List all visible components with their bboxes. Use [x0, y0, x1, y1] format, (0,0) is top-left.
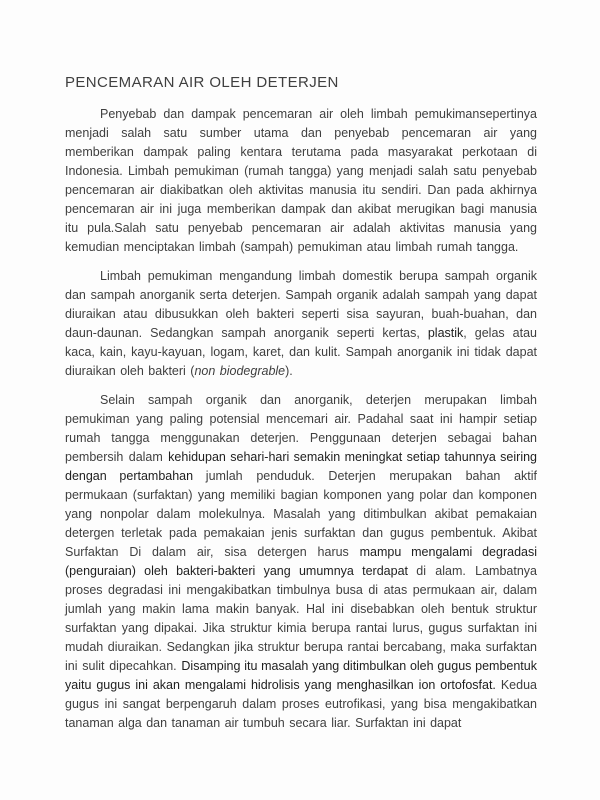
text-run: mampu mengalami degradasi (penguraian) oleh bakteri-bakteri yang umumnya terdapat: [65, 545, 538, 578]
text-run: Penyebab dan dampak pencemaran air oleh limbah pemukimansepertinya menjadi salah satu sumber utama dan penyebab pencemaran air yang memberikan dampak paling kentara terutama pada masyarakat perkotaan di Indonesia. Limbah pemukiman (rumah tangga) yang menjadi salah satu penyebab pencemaran air diakibatkan oleh aktivitas manusia itu sendiri. Dan pada akhirnya pencemaran air ini juga memberikan dampak dan akibat merugikan bagi manusia itu pula.Salah satu penyebab pencemaran air adalah aktivitas manusia yang kemudian menciptakan limbah (sampah) pemukiman atau limbah rumah tangga.: [65, 107, 537, 254]
paragraph: [65, 391, 537, 733]
text-run: Kedua gugus ini sangat berpengaruh dalam proses eutrofikasi, yang bisa mengakibatkan tanaman alga dan tanaman air tumbuh secara liar. Surfaktan ini dapat: [65, 678, 537, 730]
text-run: di alam. Lambatnya proses degradasi ini mengakibatkan timbulnya busa di atas permukaan air, dalam jumlah yang makin lama makin banyak. Hal ini disebabkan oleh bentuk struktur surfaktan yang dipakai. Jika struktur kimia berupa rantai lurus, gugus surfaktan ini mudah diuraikan. Sedangkan jika struktur berupa rantai bercabang, maka surfaktan ini sulit dipecahkan.: [65, 564, 537, 673]
paragraph: [65, 267, 537, 381]
text-run: , gelas atau kaca, kain, kayu-kayuan, logam, karet, dan kulit. Sampah anorganik ini tidak dapat diuraikan oleh bakteri (: [65, 326, 537, 378]
text-run: Disamping itu masalah yang ditimbulkan oleh gugus pembentuk yaitu gugus ini akan mengalami hidrolisis yang menghasilkan ion ortofosfat.: [65, 659, 537, 692]
text-run: non biodegrable: [194, 364, 286, 378]
text-run: kehidupan sehari-hari semakin meningkat setiap tahunnya seiring dengan pertambahan: [65, 450, 537, 483]
text-run: ).: [285, 364, 293, 378]
text-run: Selain sampah organik dan anorganik, deterjen merupakan limbah pemukiman yang paling potensial mencemari air. Padahal saat ini hampir setiap rumah tangga menggunakan deterjen. Penggunaan deterjen sebagai bahan pembersih dalam: [65, 393, 537, 464]
text-run: jumlah penduduk. Deterjen merupakan bahan aktif permukaan (surfaktan) yang memiliki bagian komponen yang polar dan komponen yang nonpolar dalam molekulnya. Masalah yang ditimbulkan akibat pemakaian detergen terletak pada pemakaian jenis surfaktan dan gugus pembentuk. Akibat Surfaktan Di dalam air, sisa detergen harus: [65, 469, 537, 559]
document-title: PENCEMARAN AIR OLEH DETERJEN: [65, 74, 339, 91]
text-run: plastik: [427, 326, 464, 340]
document-body: [65, 105, 537, 733]
paragraph: [65, 105, 537, 257]
text-run: Limbah pemukiman mengandung limbah domestik berupa sampah organik dan sampah anorganik serta deterjen. Sampah organik adalah sampah yang dapat diuraikan atau dibusukkan oleh bakteri seperti sisa sayuran, buah-buahan, dan daun-daunan. Sedangkan sampah anorganik seperti kertas,: [65, 269, 537, 340]
